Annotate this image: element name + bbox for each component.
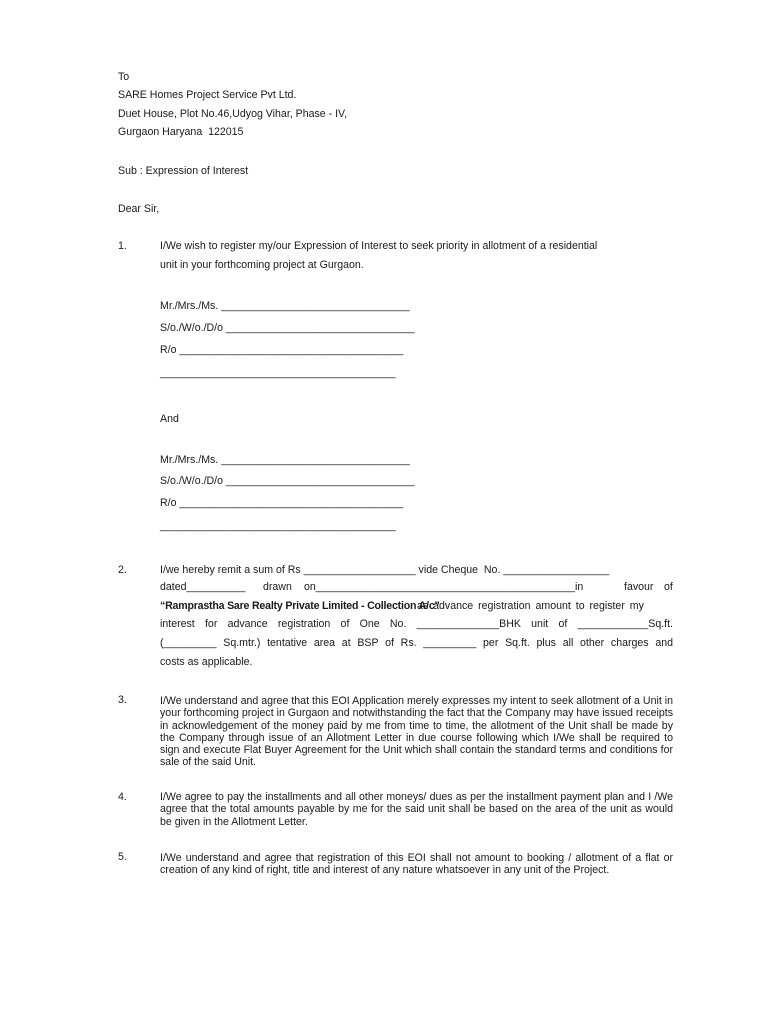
item-1-line2: unit in your forthcoming project at Gurgaon. — [160, 259, 364, 271]
address-line2: Gurgaon Haryana 122015 — [118, 126, 244, 138]
item-5-text: I/We understand and agree that registration of this EOI shall not amount to booking / allotment of a flat or creation of any kind of right, title and interest of any nature whatsoever in any unit of the Project. — [160, 852, 673, 877]
item-2-line1[interactable]: I/we hereby remit a sum of Rs ___________________ vide Cheque No. __________________ — [160, 564, 610, 576]
address-to: To — [118, 71, 130, 83]
item-2-number: 2. — [118, 564, 127, 576]
address-line1: Duet House, Plot No.46,Udyog Vihar, Phase - IV, — [118, 108, 348, 120]
item-5-number: 5. — [118, 851, 127, 863]
applicant1-relation-field[interactable]: S/o./W/o./D/o ________________________________ — [160, 322, 415, 334]
subject-line: Sub : Expression of Interest — [118, 165, 249, 177]
item-2-favour: favour — [624, 581, 654, 593]
applicant2-relation-field[interactable]: S/o./W/o./D/o ________________________________ — [160, 475, 415, 487]
item-2-line6: costs as applicable. — [160, 656, 253, 668]
applicant1-address-cont-field[interactable]: ________________________________________ — [160, 367, 396, 379]
item-2-drawn-on[interactable]: on____________________________________________in — [304, 581, 584, 593]
item-2-payee: “Ramprastha Sare Realty Private Limited - Collection A/c” — [160, 600, 440, 612]
item-4-number: 4. — [118, 791, 127, 803]
address-company: SARE Homes Project Service Pvt Ltd. — [118, 89, 297, 101]
applicant1-name-field[interactable]: Mr./Mrs./Ms. ________________________________ — [160, 300, 410, 312]
item-2-line4[interactable]: interest for advance registration of One No. ______________BHK unit of ____________Sq.ft. — [160, 618, 673, 630]
applicant2-name-field[interactable]: Mr./Mrs./Ms. ________________________________ — [160, 454, 410, 466]
and-label: And — [160, 413, 179, 425]
item-2-of: of — [664, 581, 673, 593]
item-3-number: 3. — [118, 694, 127, 706]
item-1-number: 1. — [118, 240, 127, 252]
item-2-drawn: drawn — [263, 581, 292, 593]
item-2-dated[interactable]: dated__________ — [160, 581, 246, 593]
item-3-text: I/We understand and agree that this EOI Application merely expresses my intent to seek allotment of a Unit in your forthcoming project in Gurgaon and notwithstanding the fact that the Company may have issued receipts in acknowledgement of the money paid by me from time to time, the allotment of the Unit shall be made by the Company through issue of an Allotment Letter in due course following which I/We shall be required to sign and execute Flat Buyer Agreement for the Unit which shall contain the standard terms and conditions for sale of the said Unit. — [160, 695, 673, 769]
applicant1-address-field[interactable]: R/o ______________________________________ — [160, 344, 404, 356]
item-2-line5[interactable]: (_________ Sq.mtr.) tentative area at BSP of Rs. _________ per Sq.ft. plus all other charges and — [160, 637, 673, 649]
item-2-line3-rest: as advance registration amount to register my — [417, 600, 644, 612]
item-1-line1: I/We wish to register my/our Expression of Interest to seek priority in allotment of a residential — [160, 240, 598, 252]
item-4-text: I/We agree to pay the installments and all other moneys/ dues as per the installment payment plan and I /We agree that the total amounts payable by me for the said unit shall be based on the area of the unit as would be given in the Allotment Letter. — [160, 791, 673, 828]
applicant2-address-cont-field[interactable]: ________________________________________ — [160, 520, 396, 532]
salutation: Dear Sir, — [118, 203, 160, 215]
applicant2-address-field[interactable]: R/o ______________________________________ — [160, 497, 404, 509]
